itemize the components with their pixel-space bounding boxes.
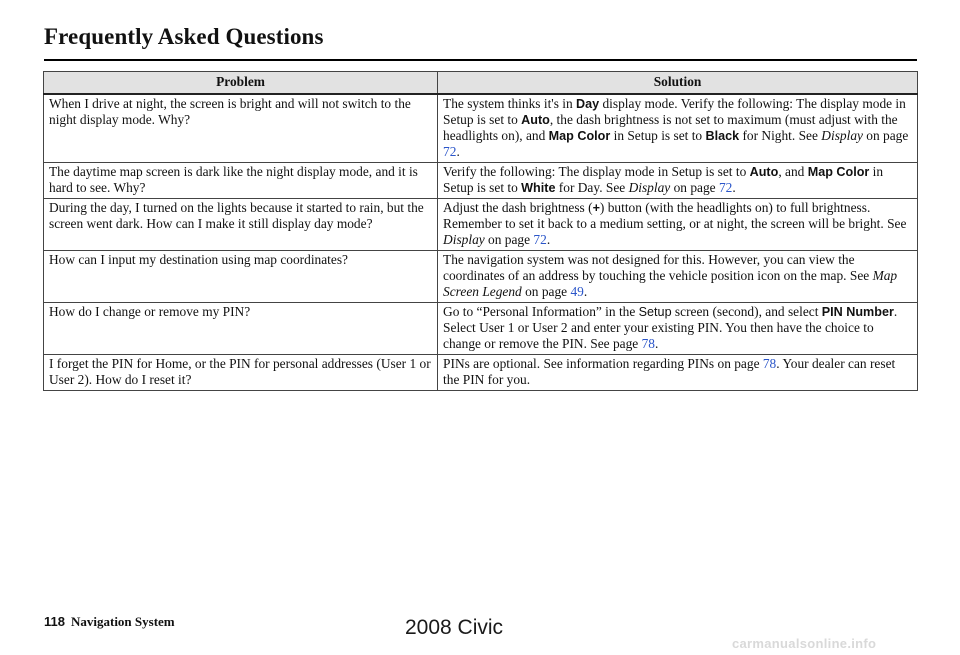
solution-text: . Your dealer can reset the PIN for you. bbox=[443, 356, 896, 387]
page-link[interactable]: 49 bbox=[570, 284, 584, 299]
table-row bbox=[44, 199, 918, 251]
solution-text: display mode. Verify the following: The display mode in Setup is set to bbox=[443, 96, 906, 127]
solution-text: for Day. See bbox=[555, 180, 629, 195]
display-reference: Display bbox=[443, 232, 485, 247]
problem-cell: How can I input my destination using map coordinates? bbox=[44, 251, 438, 303]
display-reference: Display bbox=[628, 180, 671, 195]
solution-text: on page bbox=[862, 128, 909, 143]
solution-cell bbox=[438, 355, 918, 391]
table-row bbox=[44, 303, 918, 355]
solution-text: in Setup is set to bbox=[443, 164, 884, 195]
solution-cell bbox=[438, 163, 918, 199]
solution-cell bbox=[438, 251, 918, 303]
solution-text: on page bbox=[484, 232, 534, 247]
day-term: Day bbox=[576, 97, 600, 111]
solution-text: , the dash brightness is not set to maximum (must adjust with the headlights on), and bbox=[443, 112, 898, 143]
page-link[interactable]: 78 bbox=[762, 356, 777, 371]
page-link[interactable]: 78 bbox=[641, 336, 655, 351]
model-watermark: 2008 Civic bbox=[405, 616, 504, 639]
problem-cell: The daytime map screen is dark like the night display mode, and it is hard to see. Why? bbox=[44, 163, 438, 199]
table-row bbox=[44, 94, 918, 163]
page-link[interactable]: 72 bbox=[718, 180, 733, 195]
solution-cell bbox=[438, 94, 918, 163]
solution-text: . bbox=[546, 232, 551, 247]
solution-text: , and bbox=[778, 164, 808, 179]
faq-table bbox=[43, 71, 918, 391]
page-number: 118 bbox=[44, 614, 65, 629]
problem-cell: When I drive at night, the screen is bright and will not switch to the night display mode. Why? bbox=[44, 94, 438, 163]
solution-text: ) button (with the headlights on) to full brightness. Remember to set it back to a medium setting, or at night, the screen will be bright. See bbox=[443, 200, 907, 231]
auto-term: Auto bbox=[749, 165, 779, 179]
pin-number-term: PIN Number bbox=[821, 305, 894, 319]
problem-cell: I forget the PIN for Home, or the PIN for personal addresses (User 1 or User 2). How do I reset it? bbox=[44, 355, 438, 391]
plus-term: + bbox=[592, 201, 600, 215]
solution-text: for Night. See bbox=[739, 128, 822, 143]
solution-text: in Setup is set to bbox=[610, 128, 706, 143]
site-watermark: carmanualsonline.info bbox=[732, 636, 877, 651]
solution-text: . Select User 1 or User 2 and enter your existing PIN. You then have the choice to change or remove the PIN. See page bbox=[443, 304, 898, 351]
setup-term: Setup bbox=[638, 305, 672, 319]
solution-text: The system thinks it's in bbox=[443, 96, 577, 111]
white-term: White bbox=[521, 181, 556, 195]
header-problem: Problem bbox=[44, 72, 438, 95]
title-rule bbox=[44, 59, 917, 61]
map-screen-legend-reference: Map Screen Legend bbox=[443, 268, 898, 299]
solution-text: PINs are optional. See information regarding PINs on page bbox=[443, 356, 763, 371]
solution-text: . bbox=[583, 284, 588, 299]
problem-cell: During the day, I turned on the lights because it started to rain, but the screen went dark. How can I make it still display day mode? bbox=[44, 199, 438, 251]
page-title: Frequently Asked Questions bbox=[44, 24, 324, 49]
map-color-term: Map Color bbox=[807, 165, 870, 179]
table-row bbox=[44, 163, 918, 199]
solution-text: screen (second), and select bbox=[671, 304, 822, 319]
table-header-row bbox=[44, 72, 918, 95]
solution-text: Verify the following: The display mode in Setup is set to bbox=[443, 164, 750, 179]
solution-text: . bbox=[732, 180, 736, 195]
display-reference: Display bbox=[821, 128, 863, 143]
solution-text: Go to “Personal Information” in the bbox=[443, 304, 639, 319]
map-color-term: Map Color bbox=[548, 129, 611, 143]
section-name: Navigation System bbox=[70, 614, 175, 629]
page-link[interactable]: 72 bbox=[533, 232, 547, 247]
solution-cell bbox=[438, 303, 918, 355]
page-link[interactable]: 72 bbox=[443, 144, 457, 159]
table-row bbox=[44, 355, 918, 391]
problem-cell: How do I change or remove my PIN? bbox=[44, 303, 438, 355]
solution-text: . bbox=[655, 336, 659, 351]
black-term: Black bbox=[705, 129, 740, 143]
auto-term: Auto bbox=[521, 113, 550, 127]
solution-text: The navigation system was not designed for this. However, you can view the coordinates of an address by touching the vehicle position icon on the map. See bbox=[443, 252, 873, 283]
header-solution: Solution bbox=[438, 72, 918, 95]
solution-text: . bbox=[456, 144, 460, 159]
page-footer bbox=[44, 614, 175, 630]
table-row bbox=[44, 251, 918, 303]
solution-cell bbox=[438, 199, 918, 251]
solution-text: on page bbox=[521, 284, 571, 299]
solution-text: Adjust the dash brightness ( bbox=[443, 200, 593, 215]
solution-text: on page bbox=[670, 180, 719, 195]
